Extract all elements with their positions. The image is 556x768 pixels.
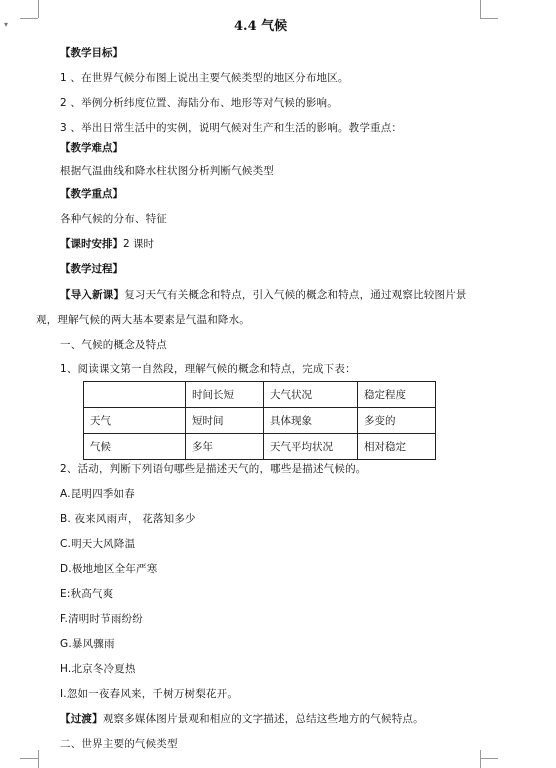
list-item: E:秋高气爽	[60, 588, 114, 600]
list-item: C.明天大风降温	[60, 538, 136, 550]
table-cell: 短时间	[186, 408, 264, 434]
list-item: B. 夜来风雨声， 花落知多少	[60, 513, 196, 525]
objectives-heading: 【教学目标】	[60, 47, 123, 59]
table-cell: 多年	[186, 434, 264, 460]
table-cell: 相对稳定	[358, 434, 436, 460]
transition-text: 观察多媒体图片景观和相应的文字描述，总结这些地方的气候特点。	[102, 713, 424, 725]
list-item: D.极地地区全年严寒	[60, 563, 158, 575]
table-row	[84, 434, 436, 460]
schedule-value: 2 课时	[123, 238, 155, 250]
table-header-cell: 大气状况	[264, 382, 358, 408]
section-heading: 二、世界主要的气候类型	[60, 738, 178, 750]
difficulty-heading: 【教学难点】	[60, 142, 123, 154]
process-heading: 【教学过程】	[60, 263, 123, 275]
step-instruction: 2、活动，判断下列语句哪些是描述天气的，哪些是描述气候的。	[60, 463, 367, 475]
table-cell: 天气平均状况	[264, 434, 358, 460]
table-cell: 多变的	[358, 408, 436, 434]
intro-paragraph-line	[60, 288, 467, 302]
table-header-row	[84, 382, 436, 408]
list-item: A.昆明四季如春	[60, 488, 135, 500]
table-header-cell: 稳定程度	[358, 382, 436, 408]
weather-climate-table	[83, 381, 436, 460]
page-title: 4.4 气候	[234, 19, 288, 34]
table-cell: 天气	[84, 408, 186, 434]
key-points-text: 各种气候的分布、特征	[60, 213, 167, 225]
intro-label: 【导入新课】	[60, 289, 125, 301]
objective-item: 3 、举出日常生活中的实例，说明气候对生产和生活的影响。教学重点：	[60, 122, 403, 134]
objective-item: 1 、在世界气候分布图上说出主要气候类型的地区分布地区。	[60, 72, 349, 84]
table-row	[84, 408, 436, 434]
key-points-heading: 【教学重点】	[60, 188, 123, 200]
table-header-cell: 时间长短	[186, 382, 264, 408]
table-cell: 气候	[84, 434, 186, 460]
table-cell: 具体现象	[264, 408, 358, 434]
list-item: H.北京冬冷夏热	[60, 663, 136, 675]
intro-text: 复习天气有关概念和特点，引入气候的概念和特点，通过观察比较图片景	[124, 289, 467, 301]
transition-line	[60, 712, 424, 726]
step-instruction: 1、阅读课文第一自然段，理解气候的概念和特点，完成下表：	[60, 363, 356, 375]
list-item: G.暴风骤雨	[60, 638, 115, 650]
difficulty-text: 根据气温曲线和降水柱状图分析判断气候类型	[60, 165, 274, 177]
intro-paragraph-line-2: 观，理解气候的两大基本要素是气温和降水。	[36, 314, 250, 326]
section-heading: 一、气候的概念及特点	[60, 339, 167, 351]
objective-item: 2 、举例分析纬度位置、海陆分布、地形等对气候的影响。	[60, 97, 338, 109]
schedule-heading: 【课时安排】	[60, 238, 123, 250]
list-item: I.忽如一夜春风来，千树万树梨花开。	[60, 688, 239, 700]
paragraph-mark-icon: ▾	[4, 20, 9, 29]
list-item: F.清明时节雨纷纷	[60, 613, 143, 625]
table-header-cell	[84, 382, 186, 408]
transition-label: 【过渡】	[60, 713, 103, 725]
schedule-line	[60, 237, 154, 251]
